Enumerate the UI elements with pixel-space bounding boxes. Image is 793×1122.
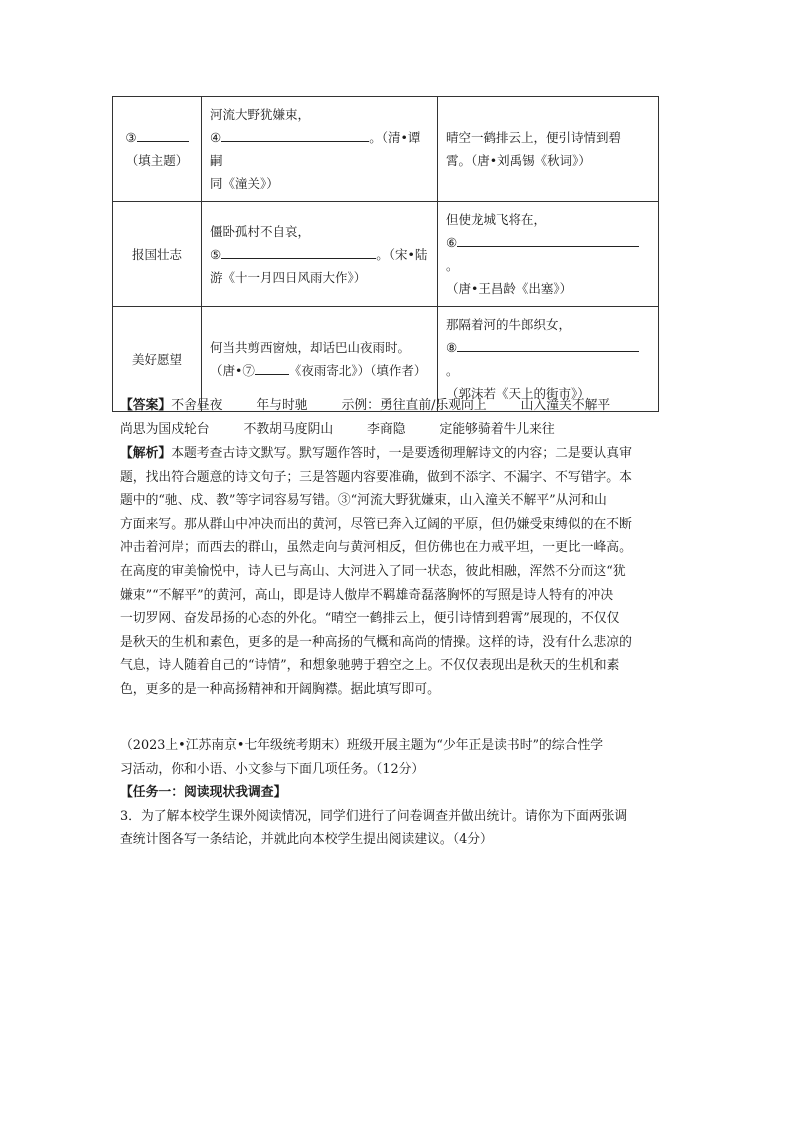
poem-line: 晴空一鹤排云上，便引诗情到碧 xyxy=(446,130,622,145)
fill-blank xyxy=(221,244,376,259)
source-line: 习活动，你和小语、小文参与下面几项任务。（12分） xyxy=(120,761,425,777)
answer-item: 年与时驰 xyxy=(256,398,308,413)
poem-line: 何当共剪西窗烛，却话巴山夜雨时。 xyxy=(210,340,411,355)
answer-item: 不教胡马度阴山 xyxy=(243,421,334,437)
answer-tag: 【答案】 xyxy=(120,398,172,413)
poem-cell xyxy=(202,202,438,307)
blank-number: ⑤ xyxy=(210,246,222,262)
fill-blank xyxy=(137,127,189,142)
theme-note: （填主题） xyxy=(125,153,189,168)
blank-number: ③ xyxy=(125,130,137,145)
analysis-line: 题中的“驰、戍、教”等字词容易写错。③“河流大野犹嫌束，山入潼关不解平”从河和山 xyxy=(120,493,607,509)
analysis-block xyxy=(120,442,672,702)
answer-item: 定能够骑着牛儿来往 xyxy=(439,421,555,437)
theme-cell xyxy=(113,97,202,202)
poem-source: 。（宋•陆 xyxy=(376,246,428,262)
analysis-line: 一切罗网、奋发昂扬的心态的外化。“晴空一鹤排云上，便引诗情到碧霄”展现的，不仅仅 xyxy=(120,611,620,627)
answer-item: 示例：勇往直前/乐观向上 xyxy=(341,398,487,413)
answer-item: 不舍昼夜 xyxy=(171,398,223,413)
source-line: （2023上•江苏南京•七年级统考期末）班级开展主题为“少年正是读书时”的综合性学 xyxy=(120,738,604,753)
table-row xyxy=(113,202,659,307)
poem-line: 那隔着河的牛郎织女， xyxy=(446,317,572,332)
question-line: 查统计图各写一条结论，并就此向本校学生提出阅读建议。（4分） xyxy=(120,832,493,848)
table-row xyxy=(113,97,659,202)
question-line: 3．为了解本校学生课外阅读情况，同学们进行了问卷调查并做出统计。请你为下面两张调 xyxy=(120,808,628,824)
answer-block xyxy=(120,394,672,441)
blank-number: ⑥ xyxy=(446,235,458,250)
poem-source: （唐•⑦ xyxy=(210,363,255,378)
analysis-tag: 【解析】 xyxy=(120,446,172,461)
poem-punct: 。 xyxy=(446,363,459,378)
poem-source: 。（清•谭嗣 xyxy=(210,130,421,168)
poem-source: 游《十一月四日风雨大作》） xyxy=(210,269,367,285)
analysis-line: 方面来写。那从群山中冲决而出的黄河，尽管已奔入辽阔的平原，但仍嫌受束缚似的在不断 xyxy=(120,516,632,532)
poem-dictation-table xyxy=(112,96,659,412)
fill-blank xyxy=(457,232,639,247)
task-heading: 【任务一：阅读现状我调查】 xyxy=(120,785,287,801)
analysis-line: 气息，诗人随着自己的“诗情”，和想象驰骋于碧空之上。不仅仅表现出是秋天的生机和素 xyxy=(120,658,620,674)
theme-cell: 报国壮志 xyxy=(113,202,202,307)
blank-number: ④ xyxy=(210,130,222,145)
analysis-line: 在高度的审美愉悦中，诗人已与高山、大河进入了同一状态，彼此相融，浑然不分而这“犹 xyxy=(120,563,626,579)
analysis-line: 色，更多的是一种高扬精神和开阔胸襟。据此填写即可。 xyxy=(120,681,440,697)
analysis-line: 冲击着河岸；而西去的群山，虽然走向与黄河相反，但仿佛也在力戒平坦，一更比一峰高。 xyxy=(120,540,632,556)
answer-item: 李商隐 xyxy=(367,421,406,437)
analysis-line: 是秋天的生机和素色，更多的是一种高扬的气概和高尚的情操。这样的诗，没有什么悲凉的 xyxy=(120,634,632,650)
poem-line: 僵卧孤村不自哀， xyxy=(210,223,311,239)
poem-source: （唐•王昌龄《出塞》） xyxy=(446,281,573,296)
poem-cell xyxy=(202,97,438,202)
analysis-line: 本题考查古诗文默写。默写题作答时，一是要透彻理解诗文的内容；二是要认真审 xyxy=(171,446,632,461)
analysis-line: 题，找出符合题意的诗文句子；三是答题内容要准确，做到不添字、不漏字、不写错字。本 xyxy=(120,469,632,485)
fill-blank xyxy=(221,127,369,142)
poem-source: 《夜雨寄北》）（填作者） xyxy=(288,363,427,378)
blank-number: ⑧ xyxy=(446,340,458,355)
poem-source: （郭沫若《天上的街市》） xyxy=(446,386,590,401)
theme-cell: 美好愿望 xyxy=(113,307,202,412)
poem-cell xyxy=(438,202,659,307)
poem-source: 同《潼关》） xyxy=(210,176,279,191)
poem-cell xyxy=(438,97,659,202)
fill-blank xyxy=(457,337,639,352)
poem-line: 但使龙城飞将在， xyxy=(446,212,547,227)
source-block xyxy=(120,734,672,852)
poem-line: 河流大野犹嫌束， xyxy=(210,107,311,122)
analysis-line: 嫌束”“不解平”的黄河，高山，即是诗人傲岸不羁雄奇磊落胸怀的写照是诗人特有的冲决 xyxy=(120,587,614,603)
fill-blank xyxy=(255,360,289,375)
answer-item: 山入潼关不解平 xyxy=(520,398,611,413)
answer-item: 尚思为国戍轮台 xyxy=(120,421,210,437)
poem-line: 霄。（唐•刘禹锡《秋词》） xyxy=(446,153,591,168)
poem-punct: 。 xyxy=(446,258,459,273)
